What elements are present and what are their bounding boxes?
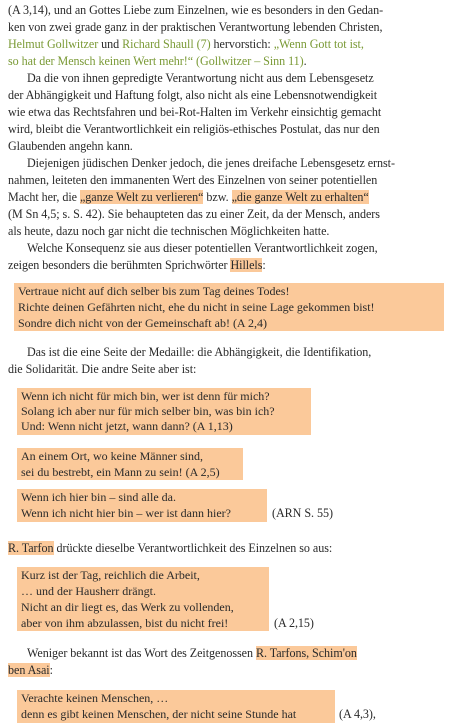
- highlighted-name: R. Tarfon: [8, 541, 54, 555]
- text: (A 3,14), und an Gottes Liebe zum Einzelnen, wie es besonders in den Gedan-: [8, 3, 384, 17]
- author-name: Richard Shaull (7): [122, 37, 211, 51]
- text: nahmen, leiteten den immanenten Wert des Einzelnen von seiner potentiellen: [8, 173, 378, 187]
- text: drückte dieselbe Verantwortlichkeit des Einzelnen so aus:: [53, 541, 333, 555]
- text: als heute, dazu noch gar nicht die technischen Möglichkeiten hatte.: [8, 224, 330, 238]
- reference: (A 2,4): [232, 316, 267, 330]
- text-line: [8, 2, 383, 18]
- quote-text: so hat der Mensch keinen Wert mehr!“ (Gollwitzer – Sinn 11): [8, 54, 304, 68]
- highlighted-quote-block: [17, 489, 267, 522]
- reference: (A 1,13): [192, 419, 233, 433]
- text-line: [8, 53, 307, 69]
- quote-line: denn es gibt keinen Menschen, der nicht seine Stunde hat: [21, 707, 297, 721]
- text-line: [8, 662, 53, 678]
- text-line: [27, 155, 395, 171]
- text-line: [8, 540, 332, 556]
- text-line: [8, 206, 380, 222]
- text: wie etwa das Rechtsfahren und bei-Rot-Halten im Verkehr einsichtig gemacht: [8, 105, 382, 119]
- text: und: [98, 37, 123, 51]
- quote-line: [18, 315, 267, 331]
- text-line: [8, 19, 383, 35]
- reference-text: (A 4,3),: [339, 707, 376, 721]
- text-line: [8, 189, 369, 205]
- highlighted-name: R. Tarfons, Schim'on: [255, 646, 357, 660]
- text-line: [8, 36, 364, 52]
- highlighted-quote-block: [17, 388, 311, 435]
- highlighted-quote-block: [17, 690, 335, 723]
- highlighted-quote: „die ganze Welt zu erhalten“: [231, 190, 369, 204]
- highlighted-quote-block: [17, 448, 243, 480]
- text: ken von zwei grade ganz in der praktischen Verantwortung lebenden Christen,: [8, 20, 383, 34]
- text-line: [8, 257, 266, 273]
- quote-line: [21, 418, 233, 434]
- highlighted-quote-block: [17, 567, 269, 631]
- text: Das ist die eine Seite der Medaille: die Abhängigkeit, die Identifikation,: [27, 345, 372, 359]
- text: hervorstich:: [210, 37, 274, 51]
- quote-line: Kurz ist der Tag, reichlich die Arbeit,: [21, 568, 200, 582]
- text: bzw.: [203, 190, 232, 204]
- text: Welche Konsequenz sie aus dieser potentiellen Verantwortlichkeit zogen,: [27, 241, 378, 255]
- text: (M Sn 4,5; s. S. 42). Sie behaupteten das zu einer Zeit, da der Mensch, anders: [8, 207, 380, 221]
- text-line: [27, 70, 374, 86]
- text-line: [27, 344, 371, 360]
- text: Da die von ihnen gepredigte Verantwortung nicht aus dem Lebensgesetz: [27, 71, 374, 85]
- text-line: [8, 104, 381, 120]
- quote-line: Wenn ich nicht hier bin – wer ist dann hier?: [21, 506, 231, 520]
- text: wird, bleibt die Verantwortlichkeit ein religiös-ethisches Postulat, das nur den: [8, 122, 380, 136]
- quote-line: Richte deinen Gefährten nicht, ehe du nicht in seine Lage gekommen bist!: [18, 300, 375, 314]
- quote-line: Solang ich aber nur für mich selber bin, was bin ich?: [21, 404, 275, 418]
- quote-line: Wenn ich hier bin – sind alle da.: [21, 490, 176, 504]
- text-line: [8, 172, 377, 188]
- text: der Abhängigkeit und Haftung folgt, also nicht als eine Lebensnotwendigkeit: [8, 88, 378, 102]
- text-line: [8, 223, 329, 239]
- text: .: [303, 54, 307, 68]
- text: Weniger bekannt ist das Wort des Zeitgenossen: [27, 646, 256, 660]
- text: :: [262, 258, 266, 272]
- highlighted-quote: „ganze Welt zu verlieren“: [79, 190, 204, 204]
- quote-line: Nicht an dir liegt es, das Werk zu vollenden,: [21, 600, 234, 614]
- quote-text: sei du bestrebt, ein Mann zu sein!: [21, 465, 183, 479]
- text: Macht her, die: [8, 190, 80, 204]
- text: :: [49, 663, 53, 677]
- reference: (A 2,5): [185, 465, 220, 479]
- text-line: [27, 240, 378, 256]
- reference: [339, 706, 376, 722]
- author-name: Helmut Gollwitzer: [8, 37, 99, 51]
- text-line: [8, 87, 377, 103]
- quote-line: Verachte keinen Menschen, …: [21, 691, 169, 705]
- text-line: [27, 645, 357, 661]
- text-line: [8, 138, 133, 154]
- text: Diejenigen jüdischen Denker jedoch, die jenes dreifache Lebensgesetz ernst-: [27, 156, 395, 170]
- quote-line: … und der Hausherr drängt.: [21, 584, 156, 598]
- highlighted-name: ben Asai: [8, 663, 50, 677]
- reference-text: (ARN S. 55): [272, 506, 333, 520]
- text-line: [8, 361, 196, 377]
- quote-line: aber von ihm abzulassen, bist du nicht frei!: [21, 616, 229, 630]
- reference: [274, 615, 314, 631]
- reference: [272, 505, 333, 521]
- reference-text: (A 2,15): [274, 616, 314, 630]
- text-line: [8, 121, 380, 137]
- quote-text: „Wenn Gott tot ist,: [273, 37, 364, 51]
- text: Glaubenden angehn kann.: [8, 139, 133, 153]
- quote-text: Sondre dich nicht von der Gemeinschaft ab!: [18, 316, 230, 330]
- text: zeigen besonders die berühmten Sprichwörter: [8, 258, 231, 272]
- quote-text: Und: Wenn nicht jetzt, wann dann?: [21, 419, 190, 433]
- text: die Solidarität. Die andre Seite aber ist:: [8, 362, 197, 376]
- quote-line: Vertraue nicht auf dich selber bis zum Tag deines Todes!: [18, 284, 290, 298]
- quote-line: Wenn ich nicht für mich bin, wer ist denn für mich?: [21, 389, 270, 403]
- highlighted-quote-block: [14, 283, 444, 331]
- highlighted-name: Hillels: [230, 258, 263, 272]
- quote-line: [21, 464, 220, 480]
- quote-line: An einem Ort, wo keine Männer sind,: [21, 449, 203, 463]
